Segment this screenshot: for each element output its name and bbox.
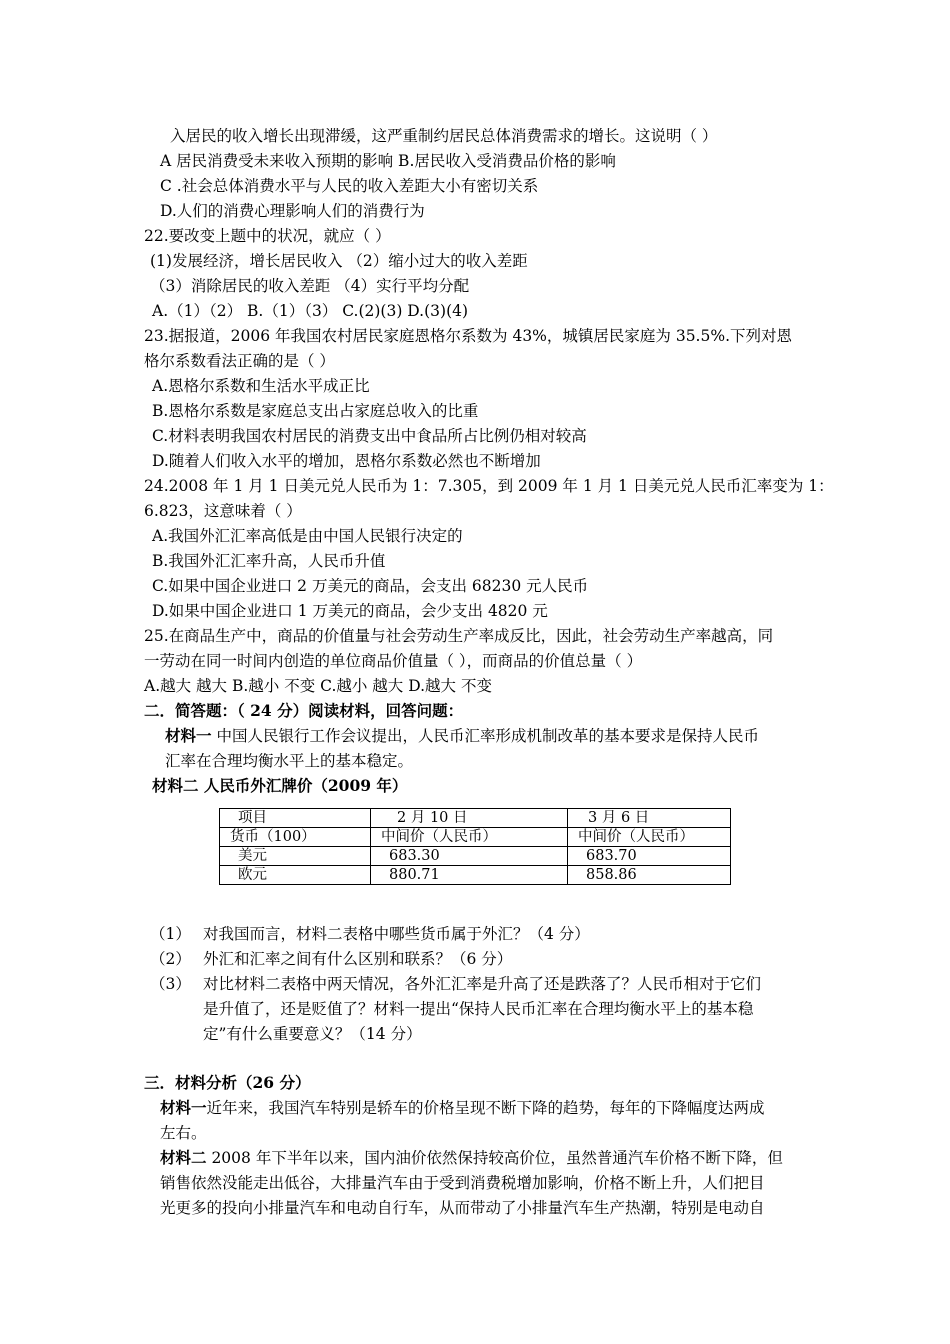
table-header-cell: 中间价（人民币）: [371, 828, 568, 847]
q24-option-b: B.我国外汇汇率升高，人民币升值: [152, 552, 386, 570]
section3-material2-line3: 光更多的投向小排量汽车和电动自行车，从而带动了小排量汽车生产热潮，特别是电动自: [160, 1199, 765, 1217]
q23-stem-line2: 格尔系数看法正确的是（ ）: [144, 352, 335, 370]
table-cell-currency: 美元: [220, 847, 371, 866]
section2-heading: 二．简答题：（ 24 分）阅读材料，回答问题：: [144, 701, 464, 720]
table-header-row-1: [220, 809, 731, 828]
table-cell-currency: 欧元: [220, 866, 371, 885]
q25-options: A.越大 越大 B.越小 不变 C.越小 越大 D.越大 不变: [144, 677, 492, 695]
table-cell-value: 880.71: [371, 866, 568, 885]
material1-text: 中国人民银行工作会议提出，人民币汇率形成机制改革的基本要求是保持人民币: [211, 727, 759, 745]
q23-option-a: A.恩格尔系数和生活水平成正比: [152, 377, 370, 395]
section3-heading: 三．材料分析（26 分）: [144, 1073, 311, 1092]
subquestion-text: 外汇和汇率之间有什么区别和联系？（6 分）: [203, 950, 513, 968]
material1-label: 材料一: [160, 1098, 207, 1117]
q22-line1: (1)发展经济，增长居民收入 （2）缩小过大的收入差距: [150, 252, 528, 270]
material2-text: 2008 年下半年以来，国内油价依然保持较高价位，虽然普通汽车价格不断下降，但: [206, 1149, 783, 1167]
q23-option-b: B.恩格尔系数是家庭总支出占家庭总收入的比重: [152, 402, 479, 420]
subquestion-text-line3: 定”有什么重要意义？（14 分）: [203, 1025, 422, 1043]
q22-line2: （3）消除居民的收入差距 （4）实行平均分配: [150, 277, 470, 295]
section2-material2-heading: 材料二 人民币外汇牌价（2009 年）: [152, 776, 408, 795]
q23-option-c: C.材料表明我国农村居民的消费支出中食品所占比例仍相对较高: [152, 427, 587, 445]
subquestion-text: 对我国而言，材料二表格中哪些货币属于外汇？（4 分）: [203, 925, 590, 943]
subquestion-text-line2: 是升值了，还是贬值了？材料一提出“保持人民币汇率在合理均衡水平上的基本稳: [203, 1000, 754, 1018]
material1-label: 材料一: [165, 726, 212, 745]
q24-stem-line2: 6.823，这意味着（ ）: [144, 502, 302, 520]
q22-options: A.（1）（2） B.（1）（3） C.(2)(3) D.(3)(4): [152, 302, 469, 320]
q21-stem-tail: 入居民的收入增长出现滞缓，这严重制约居民总体消费需求的增长。这说明（ ）: [170, 127, 718, 145]
table-header-cell: 2 月 10 日: [371, 809, 568, 828]
material1-text: 近年来，我国汽车特别是轿车的价格呈现不断下降的趋势，每年的下降幅度达两成: [206, 1099, 765, 1117]
q21-option-c: C .社会总体消费水平与人民的收入差距大小有密切关系: [160, 177, 539, 195]
section3-material2-line2: 销售依然没能走出低谷，大排量汽车由于受到消费税增加影响，价格不断上升，人们把目: [160, 1174, 765, 1192]
q24-option-d: D.如果中国企业进口 1 万美元的商品，会少支出 4820 元: [152, 602, 548, 620]
subquestion-number: （2）: [150, 950, 191, 968]
q25-stem-line2: 一劳动在同一时间内创造的单位商品价值量（ ），而商品的价值总量（ ）: [144, 652, 643, 670]
table-header-cell: 3 月 6 日: [568, 809, 731, 828]
table-header-row-2: [220, 828, 731, 847]
material2-label: 材料二: [160, 1148, 207, 1167]
section3-material2-line1: [160, 1146, 783, 1170]
section2-material1-line2: 汇率在合理均衡水平上的基本稳定。: [165, 752, 414, 770]
q21-option-d: D.人们的消费心理影响人们的消费行为: [160, 202, 425, 220]
table-row: [220, 847, 731, 866]
q24-stem-line1: 24.2008 年 1 月 1 日美元兑人民币为 1：7.305，到 2009 年 1 月 1 日美元兑人民币汇率变为 1：: [144, 477, 834, 495]
table-header-cell: 中间价（人民币）: [568, 828, 731, 847]
q21-option-a-b: A 居民消费受未来收入预期的影响 B.居民收入受消费品价格的影响: [160, 152, 616, 170]
q23-stem-line1: 23.据报道，2006 年我国农村居民家庭恩格尔系数为 43%，城镇居民家庭为 35.5%.下列对恩: [144, 327, 792, 345]
subquestion-text-line1: 对比材料二表格中两天情况，各外汇汇率是升高了还是跌落了？人民币相对于它们: [203, 975, 762, 993]
q23-option-d: D.随着人们收入水平的增加，恩格尔系数必然也不断增加: [152, 452, 541, 470]
exchange-rate-table: [219, 808, 731, 885]
table-header-cell: 货币（100）: [220, 828, 371, 847]
table-cell-value: 683.70: [568, 847, 731, 866]
section3-material1-line2: 左右。: [160, 1124, 207, 1142]
q25-stem-line1: 25.在商品生产中，商品的价值量与社会劳动生产率成反比，因此，社会劳动生产率越高，同: [144, 627, 774, 645]
table-header-cell: 项目: [220, 809, 371, 828]
q24-option-a: A.我国外汇汇率高低是由中国人民银行决定的: [152, 527, 463, 545]
section2-material1-line1: [165, 724, 759, 748]
table-cell-value: 858.86: [568, 866, 731, 885]
table-cell-value: 683.30: [371, 847, 568, 866]
subquestion-number: （3）: [150, 975, 191, 993]
table-row: [220, 866, 731, 885]
q22-stem: 22.要改变上题中的状况，就应（ ）: [144, 227, 391, 245]
q24-option-c: C.如果中国企业进口 2 万美元的商品，会支出 68230 元人民币: [152, 577, 589, 595]
subquestion-number: （1）: [150, 925, 191, 943]
section3-material1-line1: [160, 1096, 765, 1120]
